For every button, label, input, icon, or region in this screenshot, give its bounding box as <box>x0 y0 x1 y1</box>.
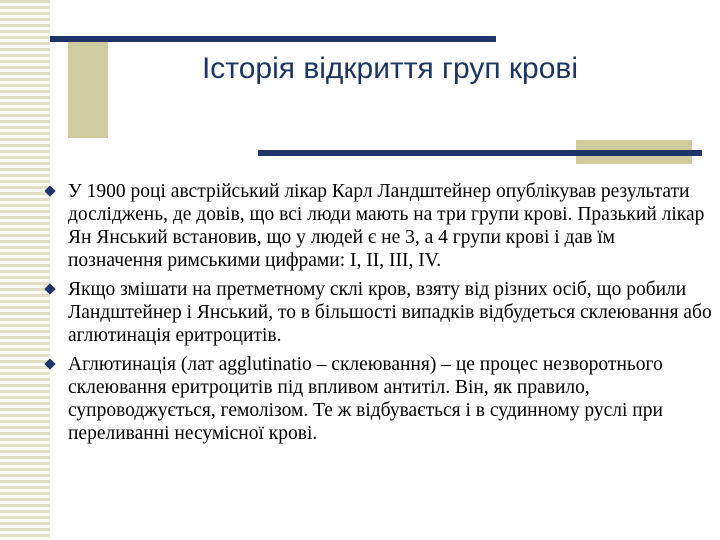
title-rule-bottom <box>258 150 702 156</box>
slide-content <box>40 180 712 451</box>
diamond-bullet-icon <box>44 283 55 294</box>
diamond-bullet-icon <box>44 358 55 369</box>
bullet-text: Аглютинація (лат agglutinatio – склеювання) – це процес незворотнього склеювання еритроцитів під впливом антитіл. Він, як правило, супроводжується, гемолізом. Те ж відбувається і в судинному руслі при переливанні несумісної крові. <box>68 354 663 444</box>
bullet-text: У 1900 році австрійський лікар Карл Ландштейнер опублікував результати досліджень, де довів, що всі люди мають на три групи крові. Празький лікар Ян Янський встановив, що у людей є не 3, а 4 групи крові і дав їм позначення римськими цифрами: I, II, III, IV. <box>68 181 705 271</box>
title-rule-top <box>50 36 496 42</box>
slide-title: Історія відкриття груп крові <box>201 52 579 85</box>
bullet-item <box>40 180 712 272</box>
bullet-item <box>40 278 712 347</box>
diamond-bullet-icon <box>44 185 55 196</box>
bullet-item <box>40 353 712 445</box>
bullet-text: Якщо змішати на претметному склі кров, взяту від різних осіб, що робили Ландштейнер і Янський, то в більшості випадків відбудеться склеювання або аглютинація еритроцитів. <box>68 279 712 346</box>
decorative-tan-block-top <box>68 38 108 138</box>
